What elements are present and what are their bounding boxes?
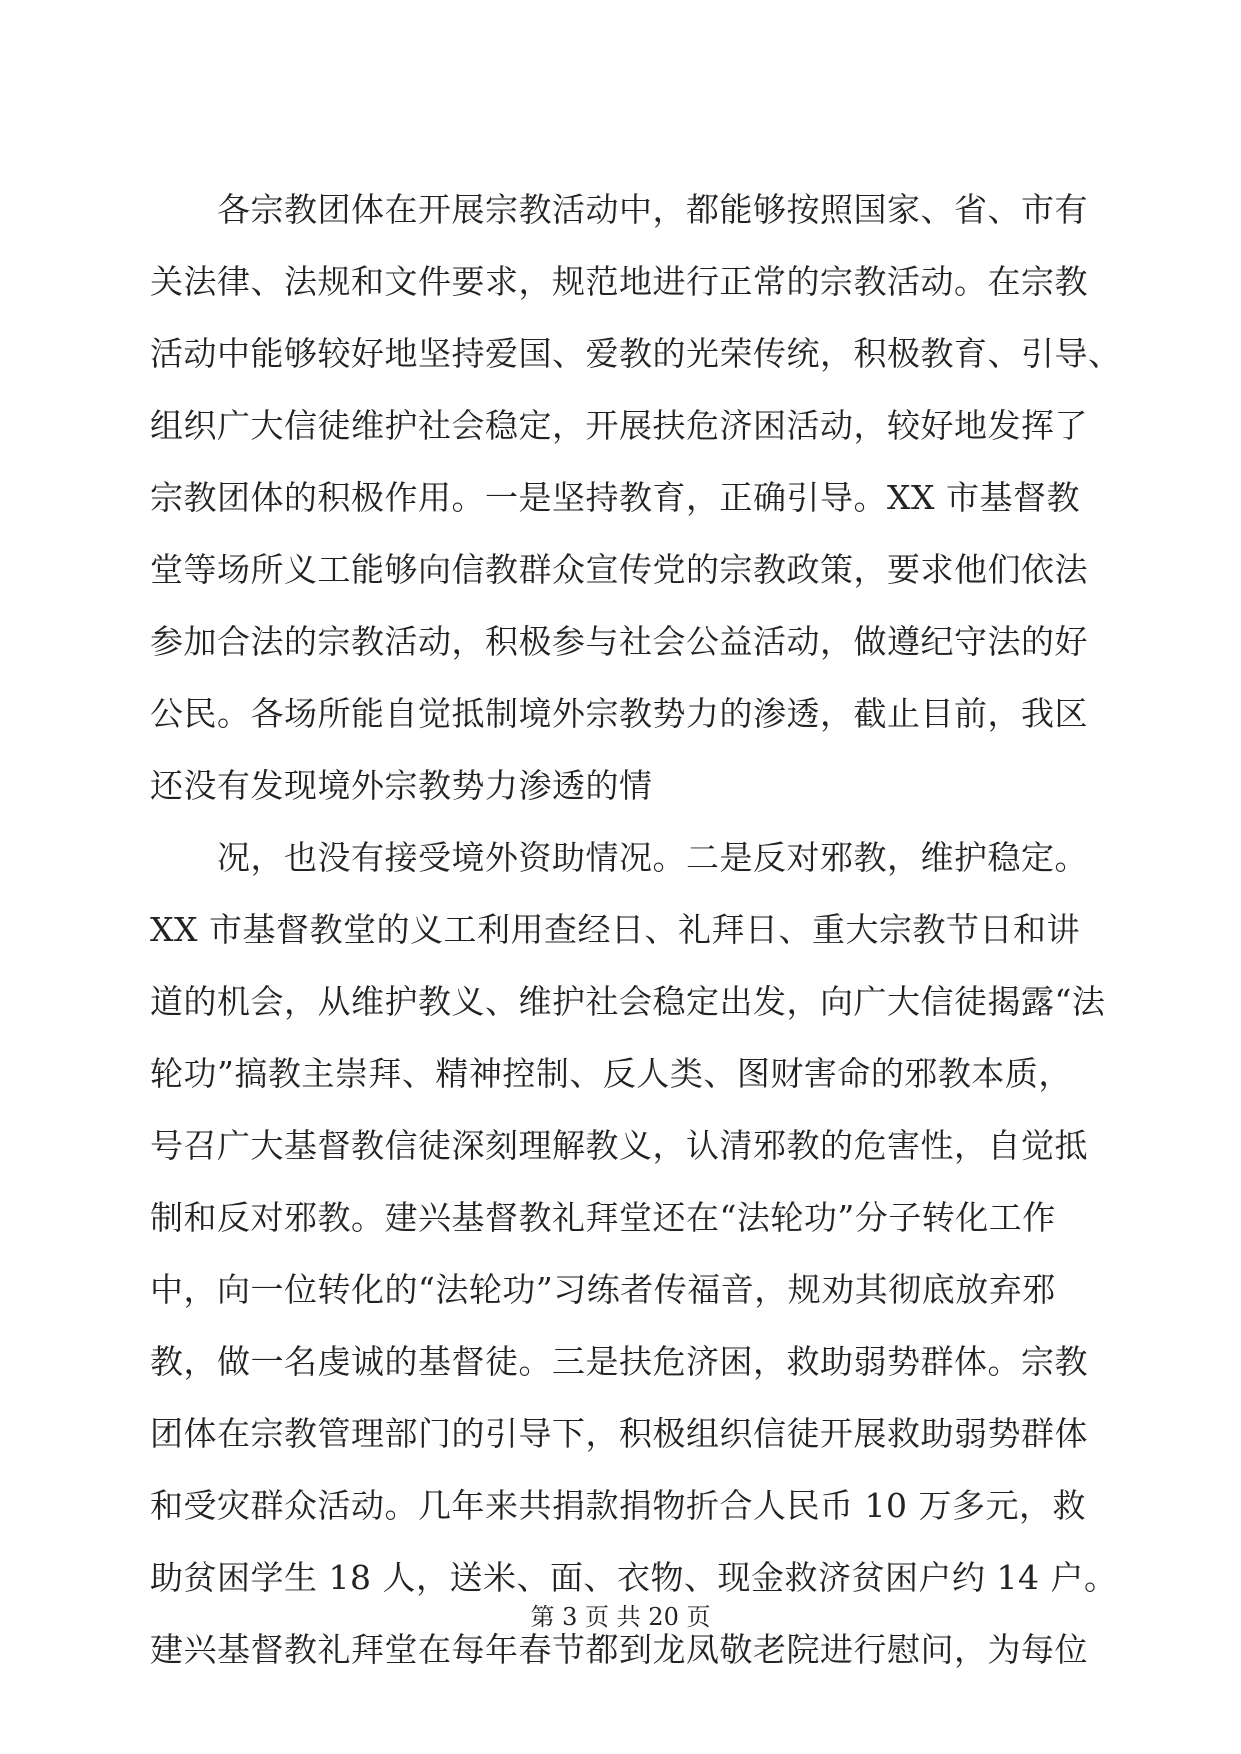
body-text-line: 制和反对邪教。建兴基督教礼拜堂还在“法轮功”分子转化工作 [150,1198,1056,1237]
body-text-line: 建兴基督教礼拜堂在每年春节都到龙凤敬老院进行慰问，为每位 [150,1630,1088,1669]
body-text-line: 关法律、法规和文件要求，规范地进行正常的宗教活动。在宗教 [150,262,1088,301]
body-text-line: XX 市基督教堂的义工利用查经日、礼拜日、重大宗教节日和讲 [150,910,1080,949]
body-text-line: 活动中能够较好地坚持爱国、爱教的光荣传统，积极教育、引导、 [150,334,1122,373]
body-text-line: 组织广大信徒维护社会稳定，开展扶危济困活动，较好地发挥了 [150,406,1088,445]
body-text-line: 堂等场所义工能够向信教群众宣传党的宗教政策，要求他们依法 [150,550,1088,589]
body-text-line: 号召广大基督教信徒深刻理解教义，认清邪教的危害性，自觉抵 [150,1126,1088,1165]
body-text-line: 各宗教团体在开展宗教活动中，都能够按照国家、省、市有 [150,190,1088,229]
body-text-line: 和受灾群众活动。几年来共捐款捐物折合人民币 10 万多元，救 [150,1486,1086,1525]
body-text-line: 教，做一名虔诚的基督徒。三是扶危济困，救助弱势群体。宗教 [150,1342,1088,1381]
page-number-footer: 第 3 页 共 20 页 [530,1603,711,1631]
body-text-line: 助贫困学生 18 人，送米、面、衣物、现金救济贫困户约 14 户。 [150,1558,1118,1597]
body-text-line: 宗教团体的积极作用。一是坚持教育，正确引导。XX 市基督教 [150,478,1080,517]
body-text-line: 还没有发现境外宗教势力渗透的情 [150,766,653,805]
body-text-line: 参加合法的宗教活动，积极参与社会公益活动，做遵纪守法的好 [150,622,1088,661]
body-text-line: 况，也没有接受境外资助情况。二是反对邪教，维护稳定。 [150,838,1088,877]
body-text-line: 轮功”搞教主崇拜、精神控制、反人类、图财害命的邪教本质， [150,1054,1072,1093]
body-text-line: 中，向一位转化的“法轮功”习练者传福音，规劝其彻底放弃邪 [150,1270,1056,1309]
body-text-line: 公民。各场所能自觉抵制境外宗教势力的渗透，截止目前，我区 [150,694,1088,733]
body-text-line: 团体在宗教管理部门的引导下，积极组织信徒开展救助弱势群体 [150,1414,1088,1453]
body-text-line: 道的机会，从维护教义、维护社会稳定出发，向广大信徒揭露“法 [150,982,1106,1021]
